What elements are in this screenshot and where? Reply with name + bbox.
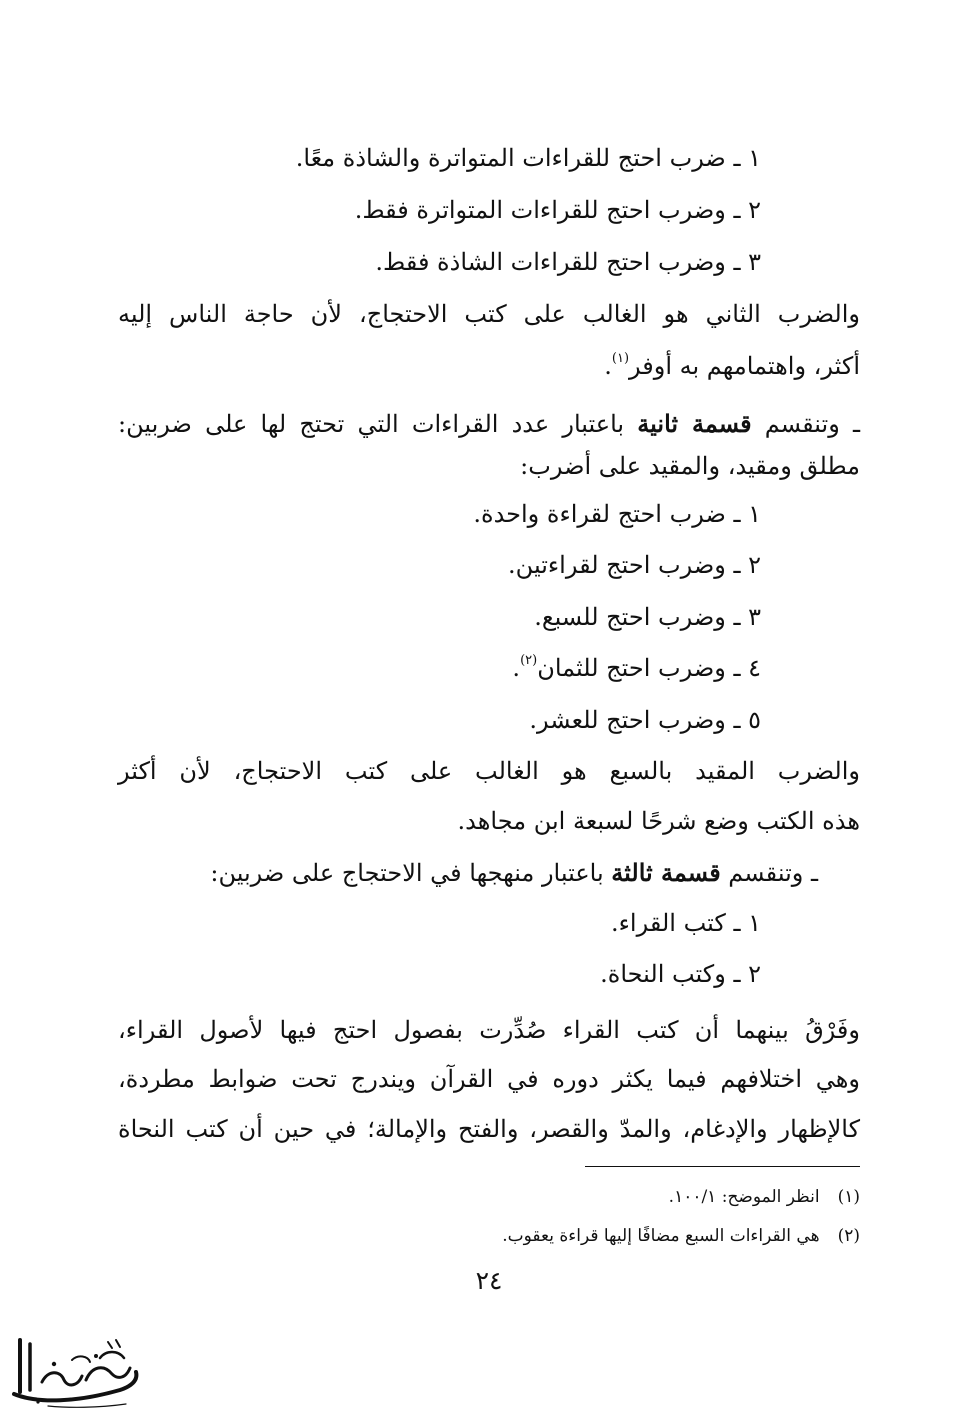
- text-line: .: [604, 352, 612, 380]
- text-line: أكثر، واهتمامهم به أوفر: [629, 352, 860, 380]
- paragraph-line: [520, 446, 860, 486]
- footnote-number: (٢): [837, 1226, 860, 1246]
- list-item: [611, 903, 761, 943]
- text-line: ـ وتنقسم: [751, 410, 861, 438]
- bold-term: قسمة ثالثة: [611, 858, 721, 887]
- text-line: والضرب المقيد بالسبع هو الغالب على كتب الاحتجاج، لأن أكثر: [118, 757, 860, 785]
- list-item: [355, 190, 761, 230]
- paragraph-line: [604, 346, 860, 386]
- footnote-ref: (٢): [520, 653, 538, 668]
- text-line: كالإظهار والإدغام، والمدّ والقصر، والفتح والإمالة؛ في حين أن كتب النحاة: [118, 1115, 860, 1143]
- text-line: والضرب الثاني هو الغالب على كتب الاحتجاج، لأن حاجة الناس إليه: [118, 300, 860, 328]
- text-line: ٣ ـ وضرب احتج للقراءات الشاذة فقط.: [375, 248, 761, 276]
- bold-term: قسمة ثانية: [637, 409, 752, 438]
- text-line: ٣ ـ وضرب احتج للسبع.: [534, 603, 761, 631]
- paragraph-line: [118, 1109, 860, 1149]
- text-line: ٢ ـ وضرب احتج لقراءتين.: [508, 551, 761, 579]
- footnote-number: (١): [837, 1187, 860, 1207]
- text-line: ٢ ـ وضرب احتج للقراءات المتواترة فقط.: [354, 196, 761, 224]
- list-item: [534, 597, 761, 637]
- footnote: [669, 1182, 860, 1212]
- text-line: ١ ـ ضرب احتج لقراءة واحدة.: [473, 500, 761, 528]
- text-line: باعتبار عدد القراءات التي تحتج لها على ضربين:: [118, 410, 638, 438]
- text-line: ١ ـ ضرب احتج للقراءات المتواترة والشاذة معًا.: [295, 144, 761, 172]
- text-line: ٤ ـ وضرب احتج للثمان: [537, 654, 761, 682]
- text-line: ٢ ـ وكتب النحاة.: [600, 960, 761, 988]
- paragraph-line: [118, 751, 860, 791]
- paragraph-line: [118, 1010, 860, 1050]
- paragraph-line: [458, 801, 860, 841]
- text-line: ١ ـ كتب القراء.: [611, 909, 761, 937]
- text-line: وهي اختلافهم فيما يكثر دوره في القرآن ويندرج تحت ضوابط مطردة،: [118, 1065, 860, 1093]
- text-line: ٥ ـ وضرب احتج للعشر.: [529, 706, 761, 734]
- calligraphy-logo-icon: [8, 1320, 146, 1412]
- footnote: [502, 1221, 860, 1251]
- paragraph-line: [118, 1059, 860, 1099]
- text-line: .: [512, 654, 521, 682]
- text-line: هذه الكتب وضع شرحًا لسبعة ابن مجاهد.: [457, 807, 860, 835]
- list-item: [375, 242, 761, 282]
- list-item: [473, 494, 761, 534]
- text-line: باعتبار منهجها في الاحتجاج على ضربين:: [210, 859, 612, 887]
- paragraph-line: [210, 853, 818, 893]
- text-line: مطلق ومقيد، والمقيد على أضرب:: [520, 452, 860, 480]
- paragraph-line: [118, 294, 860, 334]
- text-line: وفَرْقُ بينهما أن كتب القراء صُدِّرت بفصول احتج فيها لأصول القراء،: [118, 1016, 860, 1044]
- page-number: ٢٤: [475, 1266, 503, 1295]
- text-line: ـ وتنقسم: [720, 859, 818, 887]
- list-item: [508, 545, 761, 585]
- list-item: [600, 954, 761, 994]
- paragraph-line: [118, 404, 860, 444]
- list-item: [529, 700, 761, 740]
- footnote-text: انظر الموضح: ١٠٠/١.: [668, 1187, 820, 1207]
- footnote-text: هي القراءات السبع مضافًا إليها قراءة يعقوب.: [502, 1226, 820, 1246]
- footnote-ref: (١): [611, 351, 630, 366]
- list-item: [512, 648, 761, 688]
- list-item: [296, 138, 761, 178]
- footnote-divider: [585, 1166, 860, 1167]
